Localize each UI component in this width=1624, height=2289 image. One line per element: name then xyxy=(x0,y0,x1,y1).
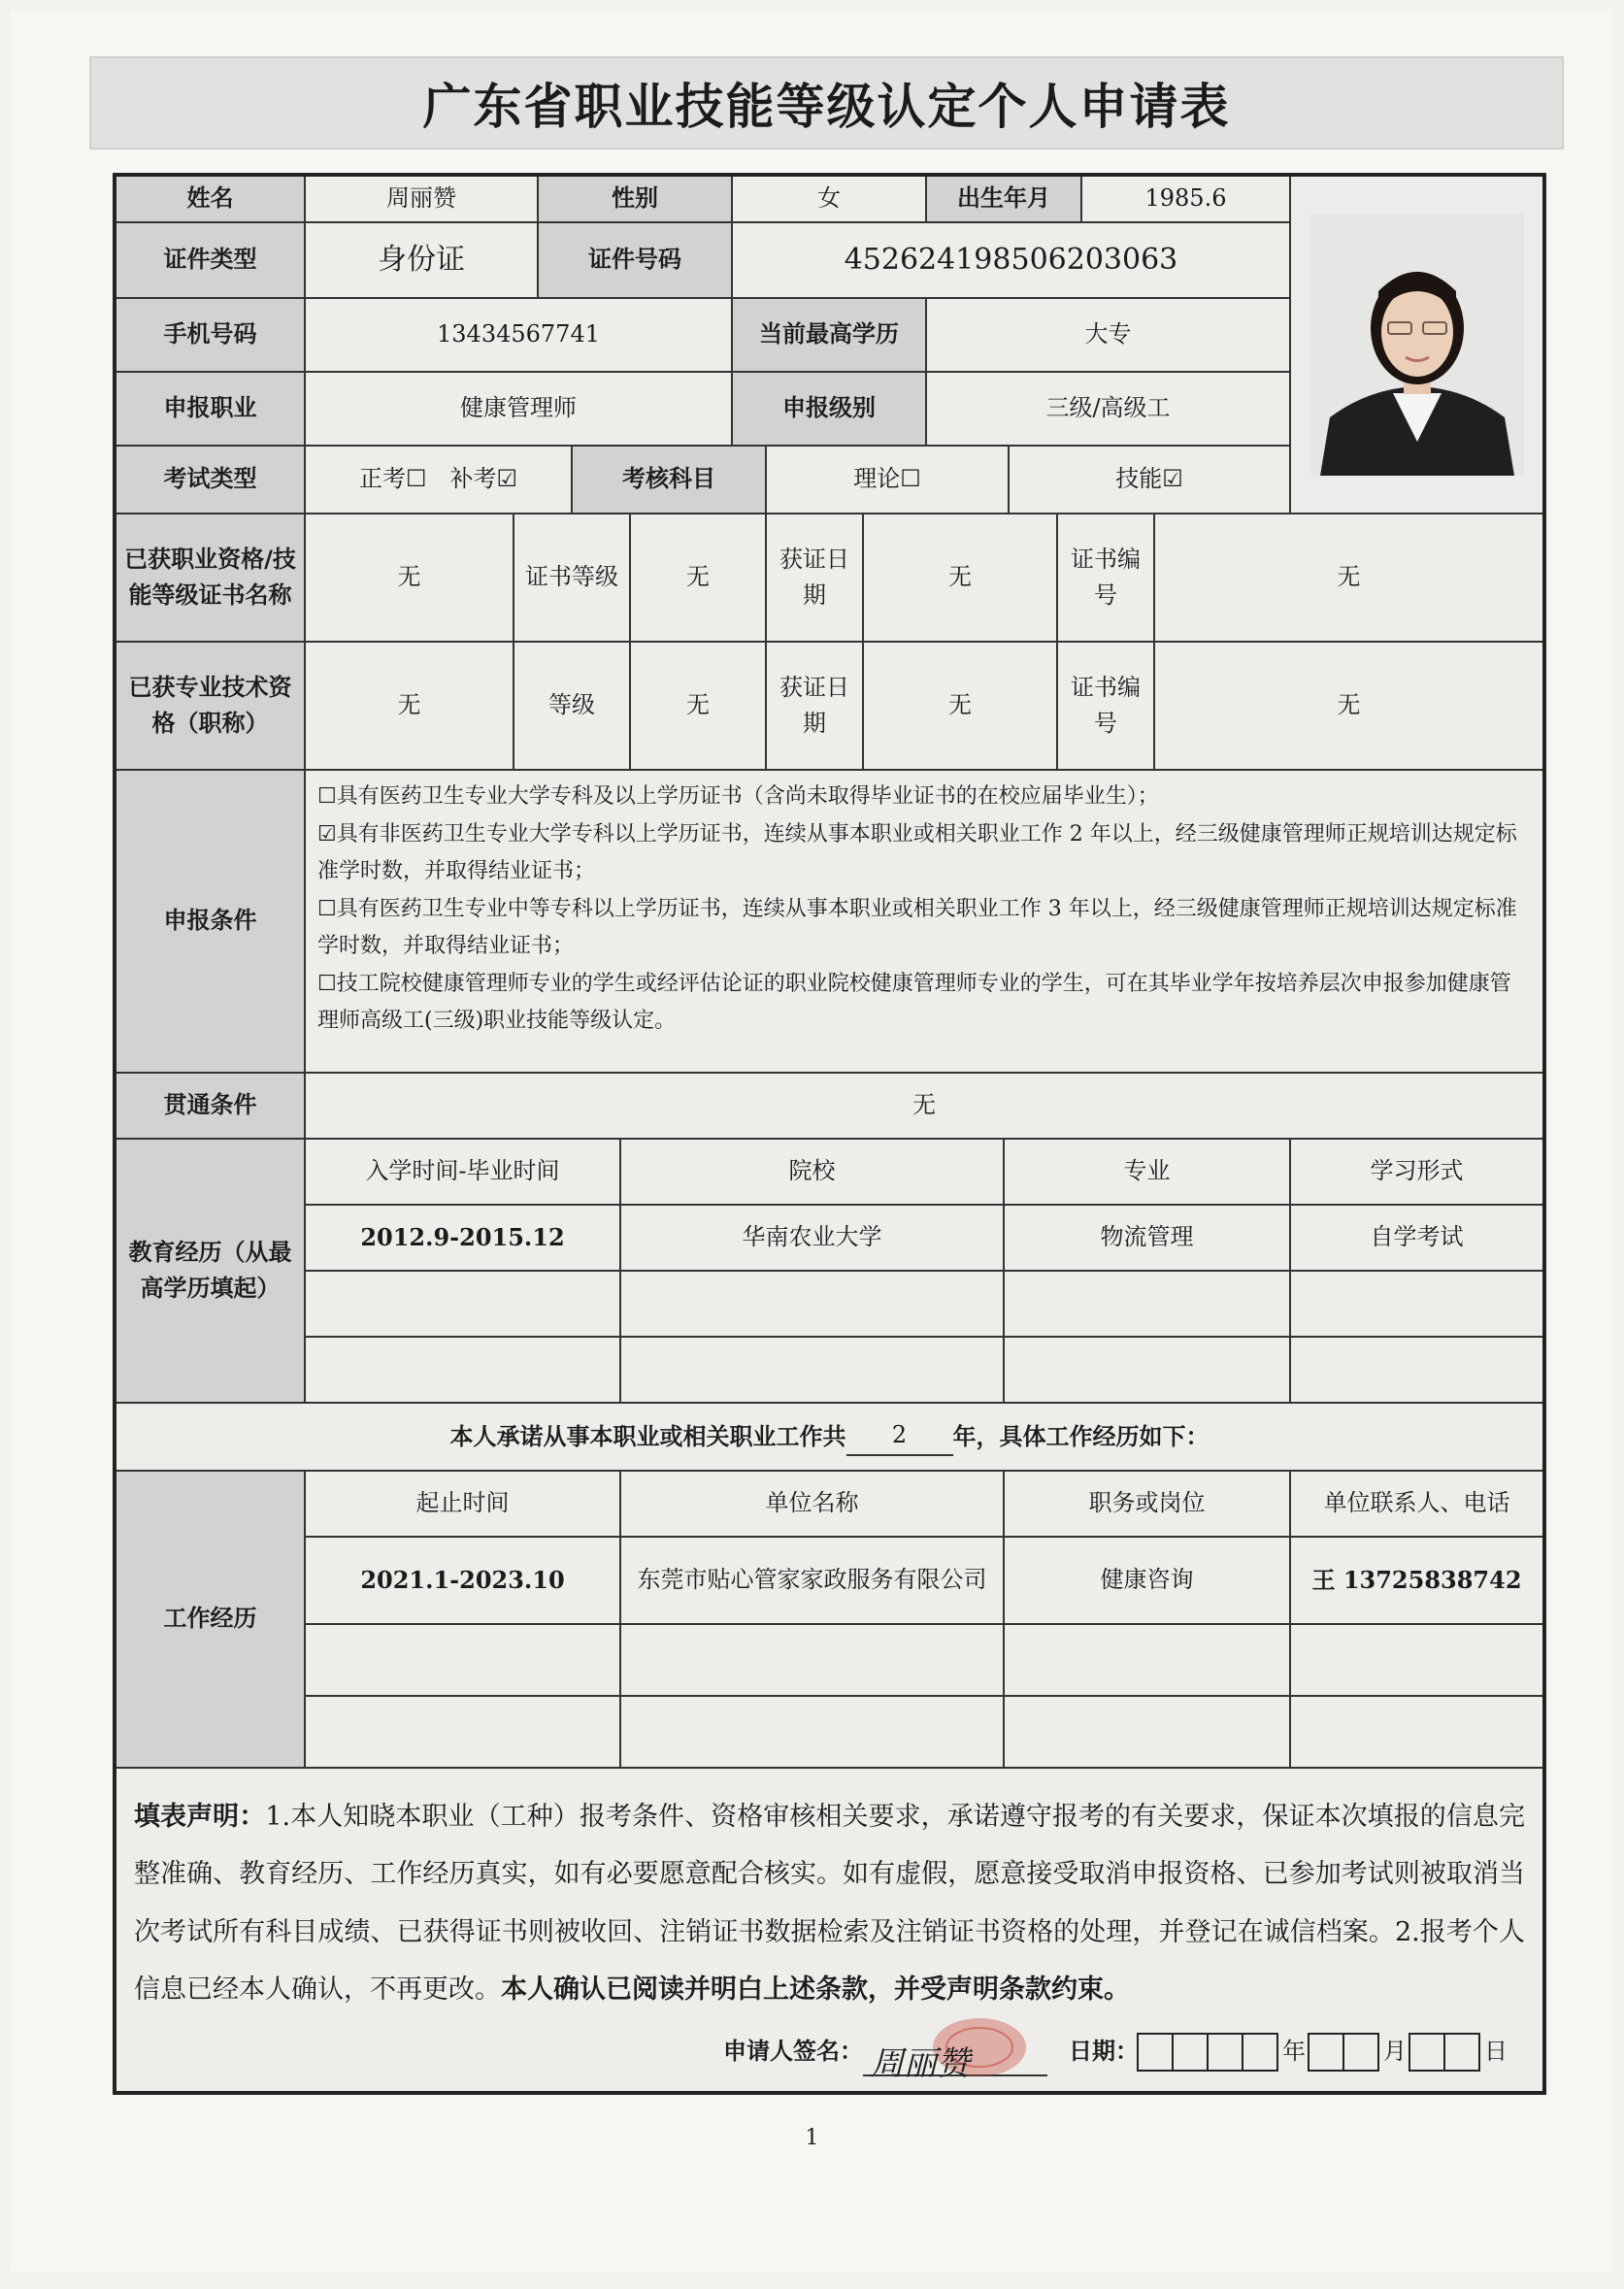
applicant-photo xyxy=(1291,177,1542,514)
value-title-date: 无 xyxy=(864,643,1058,771)
application-form xyxy=(113,173,1546,2095)
year-box-1[interactable] xyxy=(1137,2033,1174,2072)
value-title-no: 无 xyxy=(1155,643,1542,771)
work-row-1-contact: 王 13725838742 xyxy=(1291,1538,1542,1625)
label-title-no: 证书编号 xyxy=(1058,643,1155,771)
value-cert-no: 无 xyxy=(1155,514,1542,643)
label-cert-no: 证书编号 xyxy=(1058,514,1155,643)
label-birth: 出生年月 xyxy=(927,177,1082,223)
value-bridge: 无 xyxy=(306,1074,1542,1140)
declaration-section xyxy=(116,1769,1542,2095)
edu-row-1-form: 自学考试 xyxy=(1291,1206,1542,1272)
portrait-image xyxy=(1310,214,1524,476)
work-commitment-years: 2 xyxy=(846,1417,953,1455)
label-phone: 手机号码 xyxy=(116,299,306,373)
label-cert-level: 证书等级 xyxy=(514,514,631,643)
title-banner xyxy=(89,56,1564,149)
work-row-2-contact xyxy=(1291,1625,1542,1697)
edu-row-1-school: 华南农业大学 xyxy=(621,1206,1005,1272)
condition-item-4[interactable]: ☐技工院校健康管理师专业的学生或经评估论证的职业院校健康管理师专业的学生，可在其毕业学年按培养层次申报参加健康管理师高级工(三级)职业技能等级认定。 xyxy=(317,971,1511,1033)
label-exam-type: 考试类型 xyxy=(116,447,306,514)
condition-item-3[interactable]: ☐具有医药卫生专业中等专科以上学历证书，连续从事本职业或相关职业工作 3 年以上，经三级健康管理师正规培训达规定标准学时数，并取得结业证书； xyxy=(317,896,1517,958)
value-occupation: 健康管理师 xyxy=(306,373,733,447)
edu-row-3-period xyxy=(306,1338,621,1404)
year-box-4[interactable] xyxy=(1242,2033,1278,2072)
label-name: 姓名 xyxy=(116,177,306,223)
label-title-date: 获证日期 xyxy=(767,643,864,771)
month-box-2[interactable] xyxy=(1342,2033,1379,2072)
work-row-3-position xyxy=(1005,1697,1291,1769)
edu-row-3-school xyxy=(621,1338,1005,1404)
work-header-period: 起止时间 xyxy=(306,1472,621,1538)
label-id-type: 证件类型 xyxy=(116,223,306,299)
value-cert: 无 xyxy=(306,514,514,643)
work-header-employer: 单位名称 xyxy=(621,1472,1005,1538)
conditions-list[interactable] xyxy=(306,771,1542,1074)
value-gender: 女 xyxy=(733,177,927,223)
day-box-1[interactable] xyxy=(1409,2033,1445,2072)
value-level: 三级/高级工 xyxy=(927,373,1291,447)
page-number: 1 xyxy=(805,2126,819,2150)
month-box-1[interactable] xyxy=(1308,2033,1344,2072)
day-label: 日 xyxy=(1484,2038,1508,2066)
signature-field[interactable] xyxy=(863,2028,1047,2083)
day-box-2[interactable] xyxy=(1443,2033,1480,2072)
value-cert-date: 无 xyxy=(864,514,1058,643)
label-edu-history: 教育经历（从最高学历填起） xyxy=(116,1140,306,1404)
value-id-number: 452624198506203063 xyxy=(733,223,1291,299)
label-work-history: 工作经历 xyxy=(116,1472,306,1769)
label-cert: 已获职业资格/技能等级证书名称 xyxy=(116,514,306,643)
edu-row-3-form xyxy=(1291,1338,1542,1404)
subject-theory-checkbox[interactable]: 理论☐ xyxy=(767,447,1010,514)
work-row-3-employer xyxy=(621,1697,1005,1769)
label-cert-date: 获证日期 xyxy=(767,514,864,643)
condition-item-1[interactable]: ☐具有医药卫生专业大学专科及以上学历证书（含尚未取得毕业证书的在校应届毕业生）； xyxy=(317,784,1159,809)
declaration-tail: 本人确认已阅读并明白上述条款，并受声明条款约束。 xyxy=(501,1974,1130,2006)
work-commitment xyxy=(116,1404,1542,1472)
label-bridge: 贯通条件 xyxy=(116,1074,306,1140)
edu-row-2-form xyxy=(1291,1272,1542,1338)
label-level: 申报级别 xyxy=(733,373,927,447)
subject-skill-checkbox[interactable]: 技能☑ xyxy=(1010,447,1291,514)
value-id-type: 身份证 xyxy=(306,223,539,299)
work-header-contact: 单位联系人、电话 xyxy=(1291,1472,1542,1538)
edu-row-2-school xyxy=(621,1272,1005,1338)
edu-header-major: 专业 xyxy=(1005,1140,1291,1206)
label-id-number: 证件号码 xyxy=(539,223,733,299)
year-box-3[interactable] xyxy=(1207,2033,1243,2072)
value-title-cert: 无 xyxy=(306,643,514,771)
page-title: 广东省职业技能等级认定个人申请表 xyxy=(422,79,1231,135)
work-row-2-period xyxy=(306,1625,621,1697)
month-label: 月 xyxy=(1383,2038,1407,2066)
exam-type-checkboxes[interactable]: 正考☐ 补考☑ xyxy=(306,447,573,514)
work-row-2-employer xyxy=(621,1625,1005,1697)
condition-item-2[interactable]: ☑具有非医药卫生专业大学专科以上学历证书，连续从事本职业或相关职业工作 2 年以上，经三级健康管理师正规培训达规定标准学时数，并取得结业证书； xyxy=(317,821,1517,883)
label-occupation: 申报职业 xyxy=(116,373,306,447)
value-phone: 13434567741 xyxy=(306,299,733,373)
value-title-level: 无 xyxy=(631,643,767,771)
sign-label: 申请人签名： xyxy=(723,2038,863,2066)
signature-row xyxy=(116,2026,1542,2083)
signature-text: 周丽赞 xyxy=(871,2043,970,2083)
label-title-level: 等级 xyxy=(514,643,631,771)
edu-row-2-major xyxy=(1005,1272,1291,1338)
edu-row-1-major: 物流管理 xyxy=(1005,1206,1291,1272)
value-cert-level: 无 xyxy=(631,514,767,643)
value-education: 大专 xyxy=(927,299,1291,373)
label-gender: 性别 xyxy=(539,177,733,223)
label-subject: 考核科目 xyxy=(573,447,767,514)
label-education: 当前最高学历 xyxy=(733,299,927,373)
work-row-2-position xyxy=(1005,1625,1291,1697)
edu-row-1-period: 2012.9-2015.12 xyxy=(306,1206,621,1272)
label-conditions: 申报条件 xyxy=(116,771,306,1074)
date-label: 日期： xyxy=(1069,2038,1139,2066)
value-birth: 1985.6 xyxy=(1082,177,1291,223)
year-box-2[interactable] xyxy=(1172,2033,1209,2072)
edu-row-3-major xyxy=(1005,1338,1291,1404)
work-commitment-prefix: 本人承诺从事本职业或相关职业工作共 xyxy=(449,1422,846,1451)
work-row-1-period: 2021.1-2023.10 xyxy=(306,1538,621,1625)
work-header-position: 职务或岗位 xyxy=(1005,1472,1291,1538)
declaration-head: 填表声明： xyxy=(134,1802,266,1832)
work-row-3-contact xyxy=(1291,1697,1542,1769)
year-label: 年 xyxy=(1282,2038,1306,2066)
value-name: 周丽赞 xyxy=(306,177,539,223)
work-commitment-suffix: 年，具体工作经历如下： xyxy=(952,1422,1210,1451)
work-row-1-position: 健康咨询 xyxy=(1005,1538,1291,1625)
declaration-body: 1.本人知晓本职业（工种）报考条件、资格审核相关要求，承诺遵守报考的有关要求，保证本次填报的信息完整准确、教育经历、工作经历真实，如有必要愿意配合核实。如有虚假，愿意接受取消申报资格、已参加考试则被取消当次考试所有科目成绩、已获得证书则被收回、注销证书数据检索及注销证书资格的处理，并登记在诚信档案。2.报考个人信息已经本人确认，不再更改。 xyxy=(134,1802,1525,2006)
edu-header-form: 学习形式 xyxy=(1291,1140,1542,1206)
edu-header-school: 院校 xyxy=(621,1140,1005,1206)
work-row-3-period xyxy=(306,1697,621,1769)
label-title-cert: 已获专业技术资格（职称） xyxy=(116,643,306,771)
edu-header-period: 入学时间-毕业时间 xyxy=(306,1140,621,1206)
edu-row-2-period xyxy=(306,1272,621,1338)
work-row-1-employer: 东莞市贴心管家家政服务有限公司 xyxy=(621,1538,1005,1625)
